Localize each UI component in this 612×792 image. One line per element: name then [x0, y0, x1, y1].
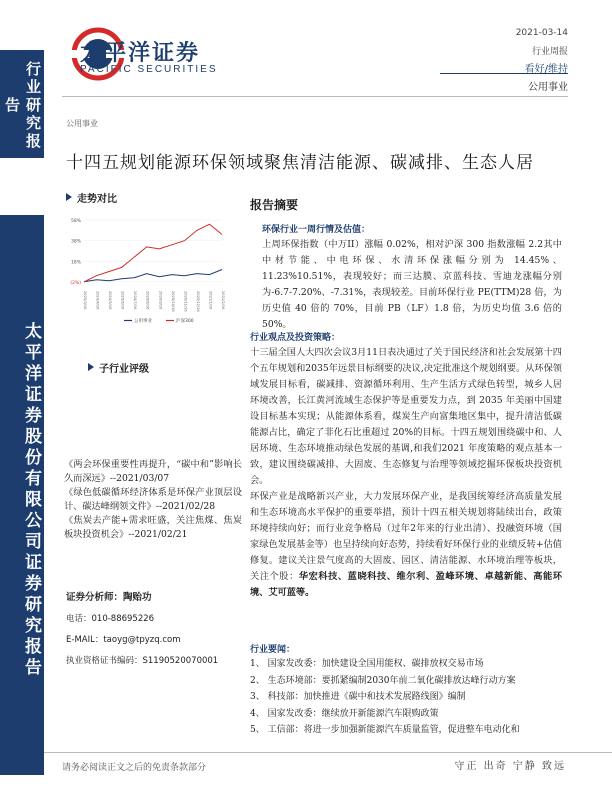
page-title: 十四五规划能源环保领域聚焦清洁能源、碳减排、生态人居 [66, 153, 534, 173]
side-label-company: 太平洋证券股份有限公司证券研究报告 [21, 321, 41, 679]
valuation-paragraph: 上周环保指数（中万II）涨幅 0.02%，相对沪深 300 指数涨幅 2.2其中中材节能、中电环保、水清环保涨幅分别为 14.45%、11.23%10.51%，表现较好；而三达膜、京蓝科技、雪迪龙涨幅分别为-6.7-7.20%、-7.31%，表现较差。目前环保行业 PE(TTM)28 倍，为历史值 40 倍的 70%，目前 PB（LF）1.8 倍，为历史均值 3.6 倍的 50%。 [262, 239, 562, 330]
x-tick-label: 2020/5/16 [108, 291, 113, 310]
view-text-1: 十三届全国人大四次会议3月11日表决通过了关于国民经济和社会发展第十四个五年规划和2035年远景目标纲要的决议,决定批准这个规划纲要。从环保领域发展目标看，碳减排、资源循环利用、生产生活方式绿色转型，城乡人居环境改善，长江黄河流域生态保护等是重要发力点，到 2035 年美丽中国建设目标基本实现；从能源体系看，煤炭生产向富集地区集中，提升清洁低碳能源占比，确定了非化石比重超过 20%的目标。十四五规划围绕碳中和、人居环境、生态环境推动绿色发展的基调,和我们2021 年度策略的观点基本一致，建议围绕碳减排、大固废、生态修复与治理等领域挖掘环保板块投资机会。 [250, 347, 562, 486]
related-reports [64, 458, 242, 542]
report-type: 行业周报 [531, 47, 568, 57]
footer-divider [44, 752, 612, 753]
news-item: 2、 生态环境部：要抓紧编制2030年前二氧化碳排放达峰行动方案 [250, 675, 516, 686]
news-list [250, 656, 562, 739]
news-item: 4、 国家发改委：继续放开新能源汽车限购政策 [250, 708, 439, 719]
rating-badge: 看好/维持 [524, 64, 568, 75]
x-tick-label: 2020/12/16 [195, 291, 200, 312]
news-item: 5、 工信部：将进一步加强新能源汽车质量监管，促进整车电动化和 [250, 725, 520, 735]
x-tick-label: 2020/10/16 [170, 291, 175, 312]
analyst-license: 执业资格证书编码：S1190520070001 [66, 656, 219, 666]
analyst-phone: 电话：010-88695226 [66, 614, 155, 624]
footer-disclaimer: 请务必阅读正文之后的免责条款部分 [62, 763, 207, 773]
trend-heading: 走势对比 [66, 190, 117, 205]
analyst-info [66, 589, 244, 675]
related-report-item[interactable]: 《绿色低碳循环经济体系是环保产业顶层设计、碳达峰纲领文件》--2021/02/28 [64, 487, 242, 512]
x-tick-label: 2021/1/16 [208, 291, 213, 310]
y-tick-label: (2%) [70, 280, 81, 286]
y-tick-label: 58% [70, 219, 81, 225]
logo-name-cn: 太平洋证券 [80, 41, 201, 66]
x-tick-label: 2020/3/16 [83, 291, 87, 310]
footer-motto: 守正 出奇 宁静 致远 [454, 761, 566, 772]
legend-label: 公用事业 [134, 319, 152, 324]
side-label-industry-research: 行业研究报告 [3, 61, 42, 151]
x-tick-label: 2020/7/16 [133, 291, 138, 310]
report-date: 2021-03-14 [515, 28, 568, 38]
view-heading: 行业观点及投资策略： [250, 333, 341, 343]
view-stocks: 华宏科技、蓝晓科技、维尔利、盈峰环境、卓越新能、高能环境、艾可蓝等。 [250, 571, 563, 598]
series-line [84, 270, 222, 282]
analyst-email[interactable]: E-MAIL：taoyg@tpyzq.com [66, 635, 181, 645]
analyst-name: 证券分析师：陶贻功 [66, 592, 152, 603]
x-tick-label: 2020/11/16 [183, 291, 188, 312]
header-divider [62, 96, 568, 97]
industry-label: 公用事业 [528, 82, 568, 93]
trend-chart [62, 208, 232, 328]
valuation-heading: 环保行业一周行情及估值： [262, 225, 371, 235]
breadcrumb: 公用事业 [66, 119, 98, 128]
related-report-item[interactable]: 《两会环保重要性再提升，“碳中和”影响长久而深远》--2021/03/07 [64, 459, 242, 484]
summary-heading: 报告摘要 [250, 198, 299, 212]
x-tick-label: 2020/4/16 [95, 291, 100, 310]
y-tick-label: 38% [70, 239, 81, 245]
view-paragraph [250, 345, 562, 601]
sub-rating-heading: 子行业评级 [88, 360, 149, 375]
x-tick-label: 2021/2/16 [221, 291, 225, 310]
news-item: 1、 国家发改委：加快建设全国用能权、碳排放权交易市场 [250, 659, 484, 669]
x-tick-label: 2020/6/16 [120, 291, 125, 310]
related-report-item[interactable]: 《焦炭去产能+需求旺盛，关注焦煤、焦炭板块投资机会》--2021/02/21 [64, 515, 242, 540]
news-item: 3、 科技部：加快推进《碳中和技术发展路线图》编制 [250, 692, 466, 702]
y-tick-label: 18% [70, 260, 81, 266]
legend-label: 沪深300 [176, 319, 194, 324]
series-line [84, 224, 222, 282]
x-tick-label: 2020/8/16 [145, 291, 150, 310]
news-heading: 行业要闻： [250, 645, 296, 655]
x-tick-label: 2020/9/16 [158, 291, 163, 310]
logo-name-en: PACIFIC SECURITIES [80, 64, 218, 75]
view-text-2: 环保产业是战略新兴产业，大力发展环保产业，是我国统筹经济高质量发展和生态环境高水平保护的重要举措，预计十四五相关规划将陆续出台，政策环境持续向好；而行业竞争格局（过年2年来的行业出清）、投融资环境（国家绿色发展基金等）也呈持续向好态势，持续看好环保行业的业绩反转+估值修复。建议关注景气度高的大固废、园区、清洁能源、水环境治理等板块，关注个股： [250, 491, 562, 582]
meta-divider [440, 73, 568, 74]
